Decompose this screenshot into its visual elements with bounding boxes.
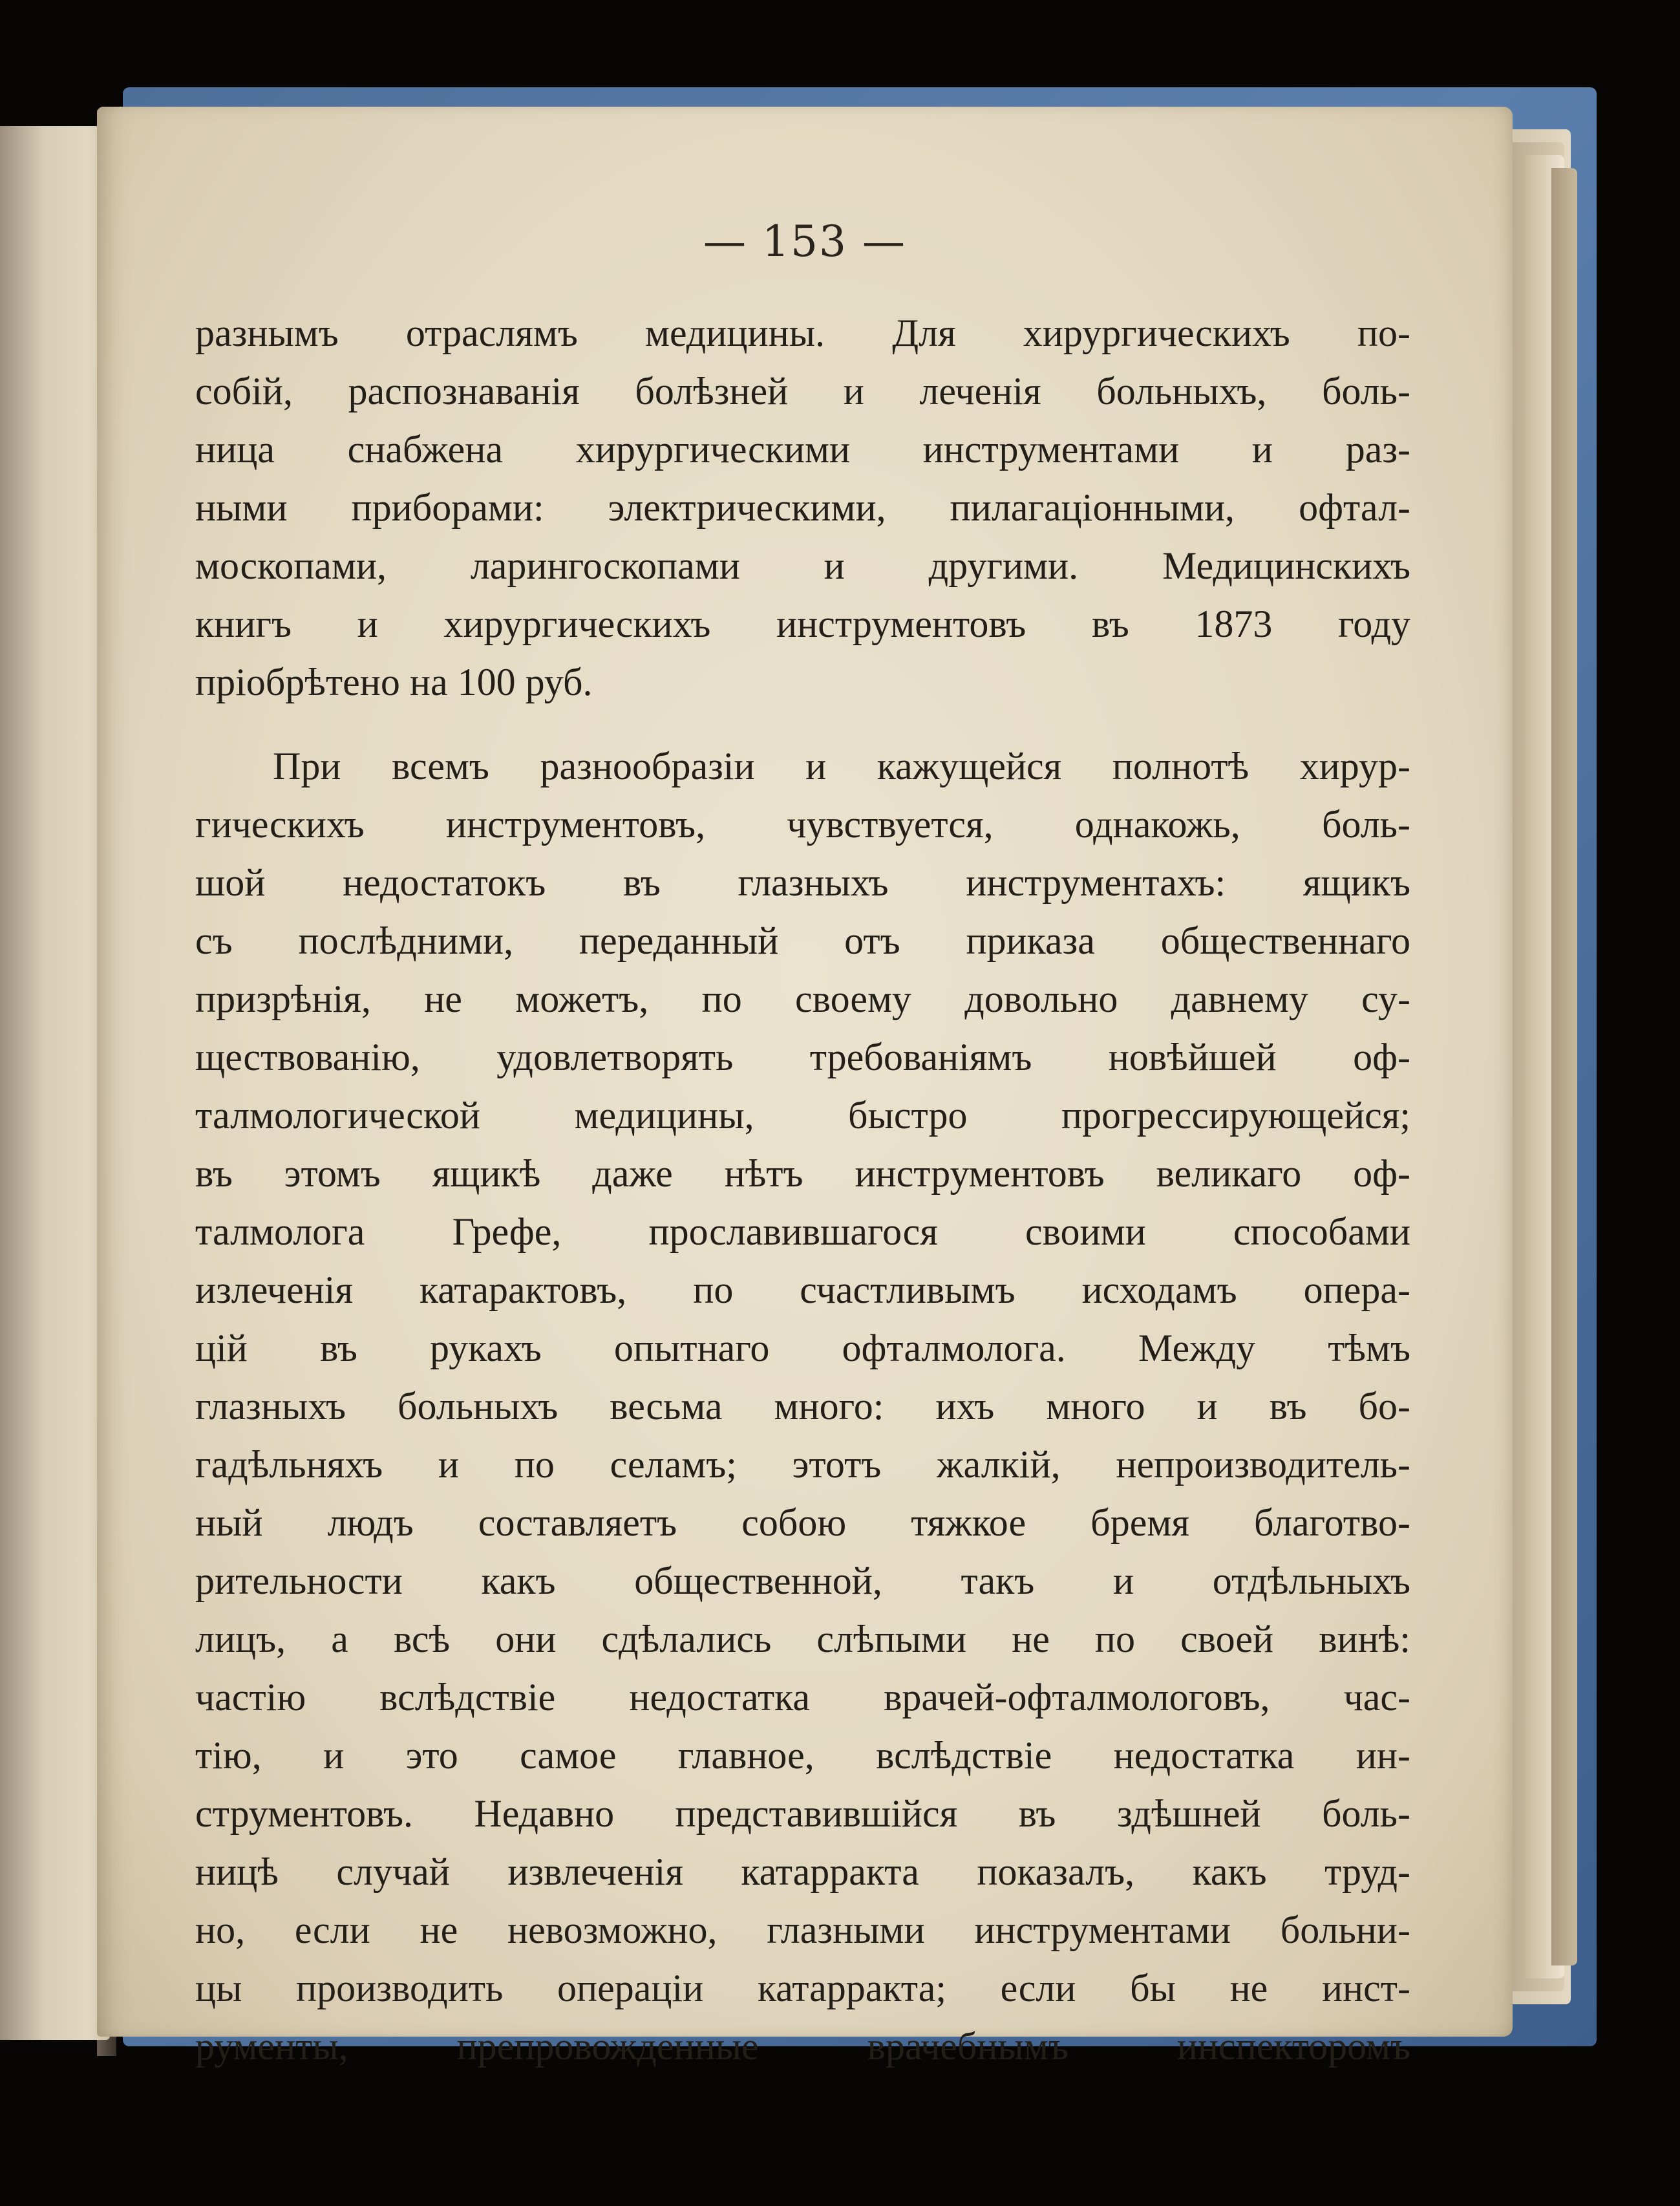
- text-line: ница снабжена хирургическими инструментами и раз-: [195, 428, 1410, 471]
- text-line: собій, распознаванія болѣзней и леченія больныхъ, боль-: [195, 370, 1410, 412]
- text-line: струментовъ. Недавно представившійся въ здѣшней боль-: [195, 1792, 1410, 1835]
- text-line: съ послѣдними, переданный отъ приказа общественнаго: [195, 919, 1410, 962]
- text-line: но, если не невозможно, глазными инструментами больни-: [195, 1909, 1410, 1951]
- text-line: тію, и это самое главное, вслѣдствіе недостатка ин-: [195, 1734, 1410, 1777]
- text-line: москопами, ларингоскопами и другими. Медицинскихъ: [195, 544, 1410, 587]
- page-edge: [1551, 168, 1577, 1965]
- page-text: [195, 304, 1410, 2075]
- text-line: гадѣльняхъ и по селамъ; этотъ жалкій, непроизводитель-: [195, 1443, 1410, 1486]
- text-line: шой недостатокъ въ глазныхъ инструментахъ: ящикъ: [195, 861, 1410, 904]
- text-line: въ этомъ ящикѣ даже нѣтъ инструментовъ великаго оф-: [195, 1152, 1410, 1195]
- text-line: лицъ, а всѣ они сдѣлались слѣпыми не по своей винѣ:: [195, 1618, 1410, 1660]
- text-line: ный людъ составляетъ собою тяжкое бремя благотво-: [195, 1501, 1410, 1544]
- text-line: книгъ и хирургическихъ инструментовъ въ 1873 году: [195, 603, 1410, 645]
- text-line: гическихъ инструментовъ, чувствуется, однакожь, боль-: [195, 803, 1410, 846]
- left-page: [0, 126, 110, 2040]
- text-line: ществованію, удовлетворять требованіямъ новѣйшей оф-: [195, 1036, 1410, 1078]
- text-line: цій въ рукахъ опытнаго офталмолога. Между тѣмъ: [195, 1327, 1410, 1369]
- text-line: ными приборами: электрическими, пилагаціонными, офтал-: [195, 486, 1410, 529]
- text-line: ницѣ случай извлеченія катарракта показалъ, какъ труд-: [195, 1850, 1410, 1893]
- paragraph-gap: [195, 711, 1410, 737]
- page-number: — 153 —: [703, 217, 906, 266]
- text-line: разнымъ отраслямъ медицины. Для хирургическихъ по-: [195, 312, 1410, 354]
- text-line: При всемъ разнообразіи и кажущейся полнотѣ хирур-: [273, 745, 1410, 787]
- text-line: цы производить операціи катарракта; если бы не инст-: [195, 1967, 1410, 2009]
- text-line: талмолога Грефе, прославившагося своими способами: [195, 1210, 1410, 1253]
- text-line: излеченія катарактовъ, по счастливымъ исходамъ опера-: [195, 1269, 1410, 1311]
- text-line: рументы, препровожденные врачебнымъ инспекторомъ: [195, 2025, 1410, 2068]
- text-line: пріобрѣтено на 100 руб.: [195, 661, 593, 703]
- text-line: рительности какъ общественной, такъ и отдѣльныхъ: [195, 1559, 1410, 1602]
- text-line: талмологической медицины, быстро прогрессирующейся;: [195, 1094, 1410, 1137]
- text-line: глазныхъ больныхъ весьма много: ихъ много и въ бо-: [195, 1385, 1410, 1428]
- text-line: частію вслѣдствіе недостатка врачей-офталмологовъ, час-: [195, 1676, 1410, 1719]
- text-line: призрѣнія, не можетъ, по своему довольно давнему су-: [195, 978, 1410, 1020]
